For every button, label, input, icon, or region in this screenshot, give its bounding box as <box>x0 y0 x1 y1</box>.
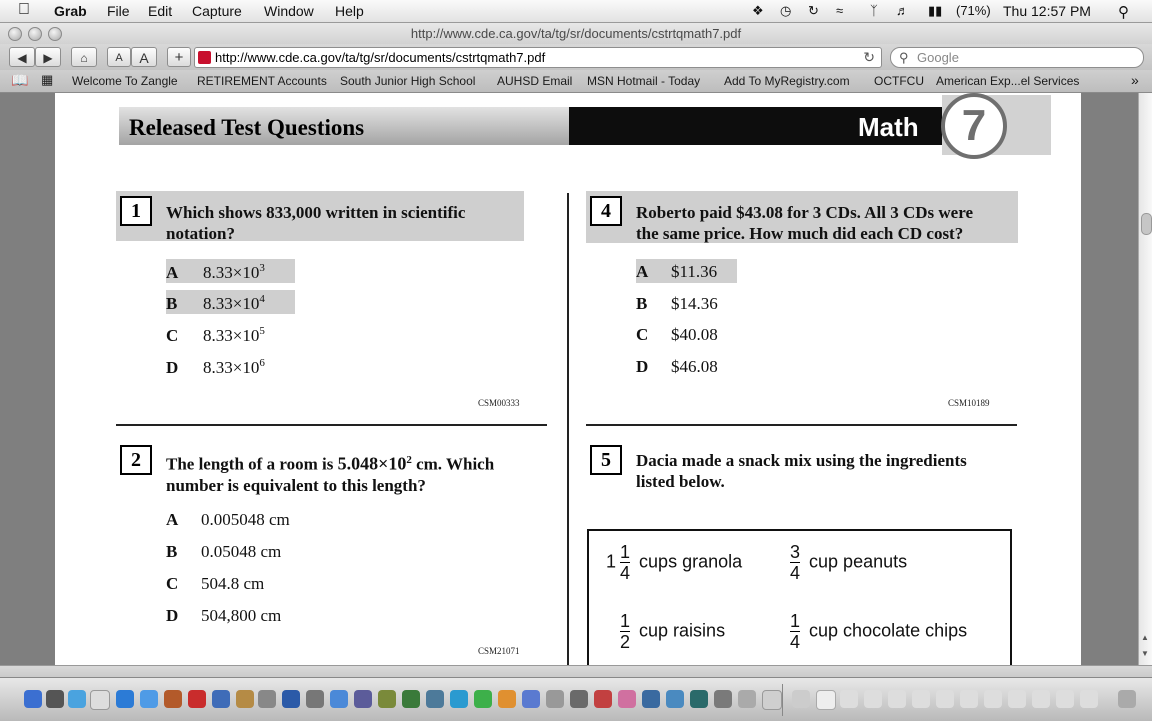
time-machine-icon[interactable]: ◷ <box>780 3 792 18</box>
text-bigger-button[interactable]: A <box>131 47 157 67</box>
q4-option-d[interactable] <box>636 357 718 377</box>
dock-window-2[interactable] <box>864 690 882 708</box>
q1-option-c-value: 8.33×10 <box>203 325 260 345</box>
q2-option-d-letter: D <box>166 606 179 625</box>
app-icon-6[interactable] <box>522 690 540 708</box>
q1-option-a-letter: A <box>166 262 179 282</box>
battery-icon[interactable]: ▮▮ <box>928 3 943 18</box>
forward-button[interactable]: ▶ <box>35 47 61 67</box>
ingredient-granola-num: 1 <box>620 542 631 562</box>
finder-icon[interactable] <box>24 690 42 708</box>
app-icon-7[interactable] <box>546 690 564 708</box>
browser-toolbar <box>0 44 1152 70</box>
minimize-window-button[interactable] <box>28 27 42 41</box>
trash-icon[interactable] <box>1118 690 1136 708</box>
bookmark-myregistry[interactable]: Add To MyRegistry.com <box>724 74 850 88</box>
bookmark-msn-hotmail[interactable]: MSN Hotmail - Today <box>587 74 701 88</box>
bluetooth-icon[interactable]: ᛉ <box>870 3 878 18</box>
app-icon-1[interactable] <box>402 690 420 708</box>
q2-option-a[interactable] <box>166 510 290 530</box>
q2-option-b-value: 0.05048 cm <box>201 542 282 561</box>
app-icon-4[interactable] <box>474 690 492 708</box>
q4-option-d-value: $46.08 <box>671 357 718 376</box>
q1-option-d[interactable] <box>166 357 265 378</box>
q2-option-c-value: 504.8 cm <box>201 574 265 593</box>
q4-question-line1: Roberto paid $43.08 for 3 CDs. All 3 CDs were <box>636 203 973 222</box>
q1-option-a[interactable] <box>166 262 265 283</box>
menu-window[interactable]: Window <box>264 3 314 19</box>
bookmarks-overflow-icon[interactable]: » <box>1131 72 1139 88</box>
menu-bar <box>0 0 1152 23</box>
q4-question <box>636 202 973 244</box>
wifi-icon[interactable]: ≈ <box>836 3 844 18</box>
q2-question-pre: The length of a room is <box>166 454 334 474</box>
dock-window-7[interactable] <box>984 690 1002 708</box>
dock-window-10[interactable] <box>1056 690 1074 708</box>
q1-number: 1 <box>120 196 152 226</box>
ingredient-raisins-label: cup raisins <box>639 620 726 641</box>
address-bar[interactable] <box>194 47 882 68</box>
q1-option-d-letter: D <box>166 357 179 377</box>
itunes-icon[interactable] <box>282 690 300 708</box>
reload-icon[interactable]: ↻ <box>863 49 875 65</box>
ingredient-chocolate-chips-den: 4 <box>790 632 801 652</box>
right-section-divider <box>586 424 1017 426</box>
app-icon-3[interactable] <box>450 690 468 708</box>
q2-code: CSM21071 <box>478 646 520 656</box>
calendar-icon[interactable] <box>90 690 110 710</box>
dropbox-icon[interactable]: ❖ <box>752 3 764 18</box>
q4-option-c-value: $40.08 <box>671 325 718 344</box>
q1-option-b-letter: B <box>166 293 178 313</box>
ingredient-granola-fraction <box>620 542 630 583</box>
scroll-up-icon[interactable]: ▲ <box>1141 633 1149 642</box>
bookmark-american-express[interactable]: American Exp...el Services <box>936 74 1080 88</box>
sync-icon[interactable]: ↻ <box>808 3 819 18</box>
back-button[interactable]: ◀ <box>9 47 35 67</box>
apple-menu-icon[interactable] <box>18 1 30 19</box>
ingredient-peanuts-num: 3 <box>790 542 801 562</box>
q4-option-c[interactable] <box>636 325 718 345</box>
app-icon-13[interactable] <box>690 690 708 708</box>
q2-option-a-letter: A <box>166 510 179 529</box>
q5-question <box>636 450 967 492</box>
home-button[interactable]: ⌂ <box>71 47 97 67</box>
ingredient-granola-whole: 1 <box>606 551 617 572</box>
dock-window-1[interactable] <box>840 690 858 708</box>
bookmark-south-jr-high[interactable]: South Junior High School <box>340 74 476 88</box>
ingredient-chocolate-chips-fraction <box>790 611 800 652</box>
app-icon-16[interactable] <box>762 690 782 710</box>
time-machine-dock-icon[interactable] <box>258 690 276 708</box>
q2-question-post: cm. Which <box>416 454 495 474</box>
menu-app-name[interactable]: Grab <box>54 3 87 19</box>
ingredient-chocolate-chips <box>786 611 967 652</box>
q1-question <box>166 202 465 244</box>
q4-question-line2: the same price. How much did each CD cost? <box>636 224 964 243</box>
q2-question <box>166 450 494 496</box>
idvd-icon[interactable] <box>354 690 372 708</box>
q1-option-a-exponent: 3 <box>259 262 265 274</box>
q4-number: 4 <box>590 196 622 226</box>
ingredient-granola <box>606 542 742 583</box>
app-icon-14[interactable] <box>714 690 732 708</box>
q4-option-a-value: $11.36 <box>671 262 718 281</box>
bookmark-auhsd-email[interactable]: AUHSD Email <box>497 74 573 88</box>
q1-option-c-letter: C <box>166 325 179 345</box>
menu-help[interactable]: Help <box>335 3 364 19</box>
q4-option-b[interactable] <box>636 294 718 314</box>
battery-percent[interactable]: (71%) <box>956 3 991 18</box>
q2-option-b[interactable] <box>166 542 281 562</box>
photo-booth-icon[interactable] <box>188 690 206 708</box>
menu-capture[interactable]: Capture <box>192 3 242 19</box>
app-icon-12[interactable] <box>666 690 684 708</box>
q4-option-c-letter: C <box>636 325 649 344</box>
close-window-button[interactable] <box>8 27 22 41</box>
text-smaller-button[interactable]: A <box>107 47 131 67</box>
dock-window-9[interactable] <box>1032 690 1050 708</box>
q1-option-b[interactable] <box>166 293 265 314</box>
q1-option-c[interactable] <box>166 325 265 346</box>
pdf-viewport[interactable] <box>0 93 1152 665</box>
q1-option-a-value: 8.33×10 <box>203 262 260 282</box>
q1-option-c-exponent: 5 <box>259 325 265 337</box>
q2-option-d-value: 504,800 cm <box>201 606 282 625</box>
ingredient-chocolate-chips-label: cup chocolate chips <box>809 620 968 641</box>
header-subject: Math <box>858 112 919 142</box>
ingredient-granola-den: 4 <box>620 563 631 583</box>
dock <box>0 677 1152 721</box>
app-icon-2[interactable] <box>426 690 444 708</box>
q1-option-d-exponent: 6 <box>259 357 265 369</box>
contacts-icon[interactable] <box>236 690 254 708</box>
window-title: http://www.cde.ca.gov/ta/tg/sr/documents/cstrtqmath7.pdf <box>0 23 1152 44</box>
search-icon: ⚲ <box>899 50 909 65</box>
ingredient-peanuts <box>786 542 907 583</box>
column-divider <box>567 193 569 665</box>
q2-number: 2 <box>120 445 152 475</box>
add-bookmark-button[interactable]: + <box>167 47 191 67</box>
scrollbar-thumb[interactable] <box>1141 213 1152 235</box>
menu-file[interactable]: File <box>107 3 130 19</box>
pdf-page <box>55 93 1081 665</box>
q4-option-a[interactable] <box>636 262 717 282</box>
grade-badge: 7 <box>941 93 1007 159</box>
vertical-scrollbar[interactable] <box>1138 93 1152 665</box>
dock-window-3[interactable] <box>888 690 906 708</box>
dock-separator <box>782 684 783 716</box>
ingredient-granola-label: cups granola <box>639 551 743 572</box>
ingredient-peanuts-fraction <box>790 542 800 583</box>
iphoto-icon[interactable] <box>164 690 182 708</box>
q2-question-exponent: 2 <box>406 454 412 466</box>
q2-question-value: 5.048×10 <box>337 453 407 474</box>
dock-window-6[interactable] <box>960 690 978 708</box>
q5-question-line2: listed below. <box>636 472 725 491</box>
mail-icon[interactable] <box>116 690 134 708</box>
scroll-down-icon[interactable]: ▼ <box>1141 649 1149 658</box>
app-icon-10[interactable] <box>618 690 636 708</box>
q4-option-d-letter: D <box>636 357 649 376</box>
volume-icon[interactable]: ♬ <box>896 3 909 18</box>
ingredient-raisins-den: 2 <box>620 632 631 652</box>
q1-option-b-value: 8.33×10 <box>203 293 260 313</box>
ingredient-peanuts-den: 4 <box>790 563 801 583</box>
header-title: Released Test Questions <box>129 115 365 140</box>
q4-code: CSM10189 <box>948 398 990 408</box>
menu-edit[interactable]: Edit <box>148 3 173 19</box>
q1-code: CSM00333 <box>478 398 520 408</box>
q2-option-b-letter: B <box>166 542 178 561</box>
bookmark-zangle[interactable]: Welcome To Zangle <box>72 74 178 88</box>
preview-icon[interactable] <box>212 690 230 708</box>
dock-window-11[interactable] <box>1080 690 1098 708</box>
search-placeholder[interactable]: Google <box>917 50 959 65</box>
clock[interactable]: Thu 12:57 PM <box>1003 3 1091 19</box>
q4-option-b-value: $14.36 <box>671 294 718 313</box>
dashboard-icon[interactable] <box>46 690 64 708</box>
ingredient-raisins-fraction <box>620 611 630 652</box>
imovie-icon[interactable] <box>330 690 348 708</box>
q1-question-line1: Which shows 833,000 written in scientific <box>166 203 466 222</box>
q2-option-d[interactable] <box>166 606 281 626</box>
ingredient-peanuts-label: cup peanuts <box>809 551 908 572</box>
top-sites-grid-icon[interactable]: ▦ <box>41 72 54 87</box>
q5-question-line1: Dacia made a snack mix using the ingredients <box>636 451 967 470</box>
app-icon-11[interactable] <box>642 690 660 708</box>
q1-option-d-value: 8.33×10 <box>203 357 260 377</box>
q4-option-a-letter: A <box>636 262 649 281</box>
q4-option-b-letter: B <box>636 294 648 313</box>
ingredient-raisins <box>616 611 725 652</box>
q1-option-b-exponent: 4 <box>259 293 265 305</box>
q2-question-line1 <box>166 450 494 475</box>
search-field[interactable] <box>890 47 1144 68</box>
dock-window-4[interactable] <box>912 690 930 708</box>
iweb-icon[interactable] <box>378 690 396 708</box>
ingredient-chocolate-chips-num: 1 <box>790 611 801 631</box>
bookmarks-book-icon[interactable]: 📖 <box>11 72 29 88</box>
dock-document-1[interactable] <box>816 690 836 710</box>
q2-option-a-value: 0.005048 cm <box>201 510 290 529</box>
spotlight-icon[interactable]: ⚲ <box>1118 4 1129 21</box>
q2-option-c[interactable] <box>166 574 264 594</box>
q2-option-c-letter: C <box>166 574 179 593</box>
safari-icon[interactable] <box>68 690 86 708</box>
left-section-divider <box>116 424 547 426</box>
bookmarks-bar <box>0 70 1152 93</box>
app-icon-8[interactable] <box>570 690 588 708</box>
q1-question-line2: notation? <box>166 224 235 243</box>
zoom-window-button[interactable] <box>48 27 62 41</box>
app-icon-5[interactable] <box>498 690 516 708</box>
dock-window-5[interactable] <box>936 690 954 708</box>
address-url[interactable]: http://www.cde.ca.gov/ta/tg/sr/documents/cstrtqmath7.pdf <box>215 50 546 65</box>
site-favicon-icon <box>198 51 211 64</box>
app-icon-15[interactable] <box>738 690 756 708</box>
dock-folder-1[interactable] <box>792 690 810 708</box>
q5-number: 5 <box>590 445 622 475</box>
bookmark-octfcu[interactable]: OCTFCU <box>874 74 924 88</box>
bookmark-retirement[interactable]: RETIREMENT Accounts <box>197 74 327 88</box>
garageband-icon[interactable] <box>306 690 324 708</box>
ingredient-raisins-num: 1 <box>620 611 631 631</box>
q2-question-line2: number is equivalent to this length? <box>166 475 426 495</box>
dock-window-8[interactable] <box>1008 690 1026 708</box>
app-icon-9[interactable] <box>594 690 612 708</box>
ichat-icon[interactable] <box>140 690 158 708</box>
